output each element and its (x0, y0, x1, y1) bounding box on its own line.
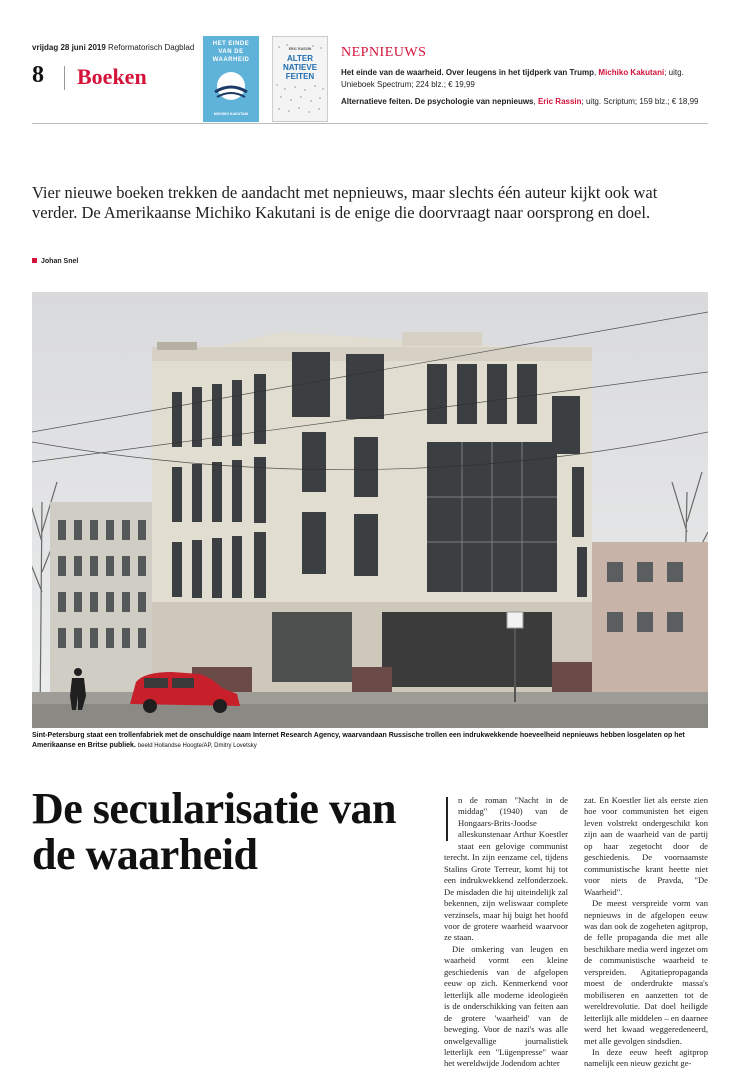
book-details: ; uitg. Unieboek Spectrum; 224 blz.; € 19,99 (341, 68, 684, 89)
building-photo-illustration (32, 292, 708, 728)
publication-name: Reformatorisch Dagblad (108, 43, 195, 52)
cover-title-line: HET EINDE (212, 41, 250, 47)
drop-cap-initial (444, 797, 450, 841)
intro-paragraph: Vier nieuwe boeken trekken de aandacht met nepnieuws, maar slechts één auteur kijkt ook wat verder. De Amerikaanse Michiko Kakutani is de enige die doorvraagt naar oorsprong en doel. (32, 183, 658, 222)
body-paragraph: In deze eeuw heeft agitprop namelijk een nieuw gezicht ge- (584, 1046, 708, 1069)
page-number: 8 (32, 62, 44, 88)
header-rule (32, 123, 708, 124)
cover-title-line: VAN DE (218, 49, 244, 55)
photo-credit: beeld Hollandse Hoogte/AP, Dmitry Lovetsky (137, 743, 257, 749)
cover-title-line: ALTER (286, 54, 314, 63)
body-paragraph: Die omkering van leugen en waarheid vormt een kleine geschiedenis van de afgelopen eeuw op zich. Kenmerkend voor letterlijk alle moderne ideologieën is de onderschikking van feiten aan de grotere 'waarheid' van de beweging. Voor de nazi's was alle onwelgevallige journalistiek letterlijk een "Lügenpresse" waar het wereldwijde Jodendom achter (444, 943, 568, 1069)
book-cover-alternatieve-feiten (272, 36, 328, 122)
cover-title-line: WAARHEID (212, 57, 250, 63)
body-paragraph: zat. En Koestler liet als eerste zien hoe voor communisten het eigen leven volstrekt ondergeschikt kon zijn aan de waarheid van de partij op haar zegetocht door de geschiedenis. De voornaamste communistische krant heette niet voor niets de Pravda, "De Waarheid". (584, 795, 708, 897)
book-entry: Alternatieve feiten. De psychologie van nepnieuws, Eric Rassin; uitg. Scriptum; 159 blz.; € 18,99 (341, 97, 699, 106)
cover-title-line: NATIEVE (282, 63, 318, 72)
book-details: ; uitg. Scriptum; 159 blz.; € 18,99 (581, 97, 699, 106)
byline-marker-icon (32, 258, 37, 263)
cover-author: MICHIKO KAKUTANI (213, 112, 249, 116)
sidebar-label: NEPNIEUWS (341, 45, 427, 60)
book-title: Het einde van de waarheid. Over leugens in het tijdperk van Trump (341, 68, 594, 77)
body-paragraph: De meest verspreide vorm van nepnieuws in de afgelopen eeuw was dan ook de zogeheten agitprop, de felle propaganda die met alle beschikbare media werd ingezet om de communistische waarheid te verspreiden. Agitatiepropaganda moest de onderdrukte massa's mobiliseren en aanzetten tot de wereldrevolutie. Dat doel heiligde letterlijk alle middelen – en daarnee werd het kwaad weggeredeneerd, met alle gevolgen sindsdien. (584, 898, 708, 1046)
section-title: Boeken (77, 64, 147, 89)
cover-moon-icon (211, 68, 251, 106)
cover-title-line: FEITEN (285, 72, 315, 81)
article-headline: De secularisatie van de waarheid (32, 784, 396, 879)
photo-caption (32, 731, 708, 751)
article-photo (32, 292, 708, 728)
body-column-1 (444, 795, 568, 1070)
book-author: Michiko Kakutani (598, 68, 665, 77)
byline-author: Johan Snel (41, 258, 79, 265)
caption-text: Sint-Petersburg staat een trollenfabriek met de onschuldige naam Internet Research Agency, waarvandaan Russische trollen een indrukwekkende hoeveelheid nepnieuws hebben losgelaten op het Amerikaanse en Britse publiek. (32, 732, 685, 749)
byline (32, 258, 78, 265)
book-author: Eric Rassin (537, 97, 582, 106)
book-cover-het-einde-van-de-waarheid (203, 36, 259, 122)
book-entry: Het einde van de waarheid. Over leugens in het tijdperk van Trump, Michiko Kakutani; uitg. Unieboek Spectrum; 224 blz.; € 19,99 (341, 68, 684, 89)
body-paragraph: n de roman "Nacht in de middag" (1940) van de Hongaars-Brits-Joodse alleskunstenaar Arthur Koestler staat een gelovige communist terecht. In zijn eenzame cel, tijdens Stalins Grote Terreur, komt hij tot een indrukwekkend zelfonderzoek. De misdaden die hij uiteindelijk zal bekennen, zijn weliswaar complete verzinsels, maar hij buigt het hoofd voor de grotere waarheid waarvoor ze staan. (444, 795, 568, 943)
book-title: Alternatieve feiten. De psychologie van nepnieuws (341, 97, 534, 106)
body-column-2 (584, 795, 708, 1070)
date: vrijdag 28 juni 2019 (32, 43, 106, 52)
date-line (32, 43, 194, 52)
header-divider (64, 66, 65, 90)
cover-author: ERIC RASSIN (288, 47, 312, 51)
